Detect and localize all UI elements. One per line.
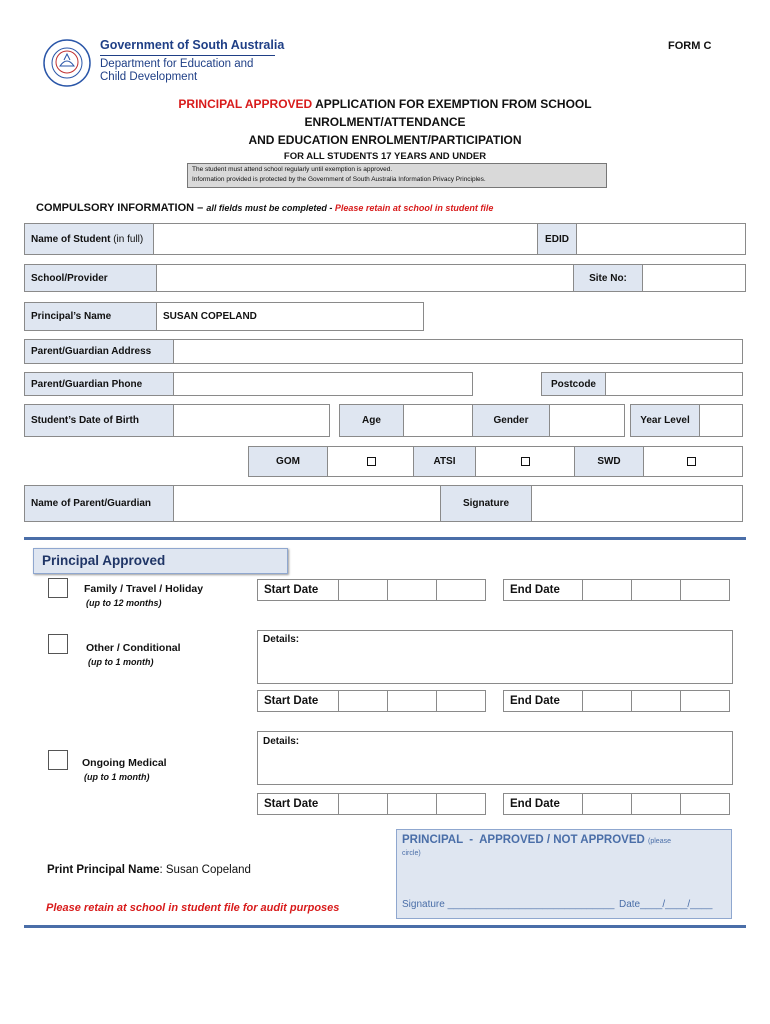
school-field[interactable] bbox=[156, 264, 574, 292]
other-conditional-checkbox[interactable] bbox=[48, 634, 68, 654]
end-date-cells-1[interactable] bbox=[583, 579, 730, 601]
edid-label: EDID bbox=[537, 223, 577, 255]
other-conditional-label: Other / Conditional bbox=[86, 642, 181, 654]
compulsory-italic: all fields must be completed - bbox=[206, 203, 335, 213]
school-label: School/Provider bbox=[24, 264, 157, 292]
approval-box-signature[interactable]: Signature ______________________________ bbox=[402, 899, 615, 910]
form-title-line1 bbox=[0, 97, 770, 111]
family-travel-label: Family / Travel / Holiday bbox=[84, 583, 204, 595]
start-date-label-1: Start Date bbox=[257, 579, 339, 601]
phone-field[interactable] bbox=[173, 372, 473, 396]
student-name-label-text: Name of Student bbox=[31, 233, 111, 245]
edid-field[interactable] bbox=[576, 223, 746, 255]
dob-field[interactable] bbox=[173, 404, 330, 437]
approval-box-circle: circle) bbox=[402, 850, 421, 857]
gom-cell bbox=[327, 446, 414, 477]
title-highlight: PRINCIPAL APPROVED bbox=[178, 97, 313, 111]
form-title-line2: ENROLMENT/ATTENDANCE bbox=[304, 115, 466, 129]
end-date-label-2: End Date bbox=[503, 690, 583, 712]
principal-approved-heading: Principal Approved bbox=[33, 548, 288, 574]
atsi-checkbox[interactable] bbox=[521, 457, 530, 466]
gom-checkbox[interactable] bbox=[367, 457, 376, 466]
atsi-label: ATSI bbox=[413, 446, 476, 477]
family-travel-checkbox[interactable] bbox=[48, 578, 68, 598]
gender-field[interactable] bbox=[549, 404, 625, 437]
title-line1-rest: APPLICATION FOR EXEMPTION FROM SCHOOL bbox=[312, 97, 592, 111]
family-travel-sub: (up to 12 months) bbox=[86, 598, 162, 608]
compulsory-heading bbox=[36, 202, 493, 214]
signature-field[interactable] bbox=[531, 485, 743, 522]
notice-line1: The student must attend school regularly until exemption is approved. bbox=[192, 166, 393, 173]
print-principal-label: Print Principal Name bbox=[47, 864, 160, 876]
dob-label: Student’s Date of Birth bbox=[24, 404, 174, 437]
details-box-2[interactable] bbox=[257, 731, 733, 785]
principal-approval-box bbox=[396, 829, 732, 919]
age-field[interactable] bbox=[403, 404, 473, 437]
year-level-label: Year Level bbox=[630, 404, 700, 437]
form-title-line3: AND EDUCATION ENROLMENT/PARTICIPATION bbox=[248, 133, 522, 147]
site-no-label: Site No: bbox=[573, 264, 643, 292]
notice-box bbox=[187, 163, 607, 188]
section-divider-bottom bbox=[24, 925, 746, 928]
end-date-label-3: End Date bbox=[503, 793, 583, 815]
start-date-label-3: Start Date bbox=[257, 793, 339, 815]
principal-name-label: Principal’s Name bbox=[24, 302, 157, 331]
dept-line1: Department for Education and bbox=[100, 58, 254, 70]
details-label-2: Details: bbox=[263, 736, 300, 747]
student-name-label-suffix: (in full) bbox=[110, 233, 144, 245]
address-field[interactable] bbox=[173, 339, 743, 364]
compulsory-label: COMPULSORY INFORMATION – bbox=[36, 202, 207, 214]
notice-line2: Information provided is protected by the Government of South Australia Information Privacy Principles. bbox=[192, 176, 486, 183]
end-date-cells-3[interactable] bbox=[583, 793, 730, 815]
student-name-label bbox=[24, 223, 154, 255]
postcode-field[interactable] bbox=[605, 372, 743, 396]
compulsory-red: Please retain at school in student file bbox=[334, 203, 494, 213]
ongoing-medical-label: Ongoing Medical bbox=[82, 757, 167, 769]
approval-box-please: (please bbox=[648, 838, 671, 845]
form-code: FORM C bbox=[668, 40, 712, 52]
ongoing-medical-checkbox[interactable] bbox=[48, 750, 68, 770]
form-title-line4: FOR ALL STUDENTS 17 YEARS AND UNDER bbox=[283, 151, 487, 162]
guardian-name-field[interactable] bbox=[173, 485, 441, 522]
swd-checkbox[interactable] bbox=[687, 457, 696, 466]
details-box-1[interactable] bbox=[257, 630, 733, 684]
ongoing-medical-sub: (up to 1 month) bbox=[84, 772, 150, 782]
site-no-field[interactable] bbox=[642, 264, 746, 292]
start-date-cells-1[interactable] bbox=[339, 579, 486, 601]
guardian-name-label: Name of Parent/Guardian bbox=[24, 485, 174, 522]
year-level-field[interactable] bbox=[699, 404, 743, 437]
start-date-cells-3[interactable] bbox=[339, 793, 486, 815]
gov-title: Government of South Australia bbox=[100, 38, 285, 52]
approval-box-date[interactable]: Date____/____/____ bbox=[619, 899, 713, 910]
phone-label: Parent/Guardian Phone bbox=[24, 372, 174, 396]
postcode-label: Postcode bbox=[541, 372, 606, 396]
swd-label: SWD bbox=[574, 446, 644, 477]
retain-note: Please retain at school in student file for audit purposes bbox=[46, 902, 340, 914]
gender-label: Gender bbox=[472, 404, 550, 437]
end-date-label-1: End Date bbox=[503, 579, 583, 601]
header-rule bbox=[100, 55, 275, 56]
student-name-field[interactable] bbox=[153, 223, 538, 255]
age-label: Age bbox=[339, 404, 404, 437]
other-conditional-sub: (up to 1 month) bbox=[88, 657, 154, 667]
details-label-1: Details: bbox=[263, 634, 300, 645]
section-divider-top bbox=[24, 537, 746, 540]
government-logo bbox=[42, 38, 92, 88]
swd-cell bbox=[643, 446, 743, 477]
start-date-cells-2[interactable] bbox=[339, 690, 486, 712]
gom-label: GOM bbox=[248, 446, 328, 477]
dept-line2: Child Development bbox=[100, 71, 198, 83]
address-label: Parent/Guardian Address bbox=[24, 339, 174, 364]
signature-label: Signature bbox=[440, 485, 532, 522]
principal-name-field[interactable]: SUSAN COPELAND bbox=[156, 302, 424, 331]
end-date-cells-2[interactable] bbox=[583, 690, 730, 712]
approval-box-title bbox=[402, 834, 671, 846]
print-principal-value: : Susan Copeland bbox=[159, 864, 251, 876]
atsi-cell bbox=[475, 446, 575, 477]
start-date-label-2: Start Date bbox=[257, 690, 339, 712]
print-principal-name bbox=[47, 864, 251, 876]
approval-box-title-text: PRINCIPAL - APPROVED / NOT APPROVED bbox=[402, 834, 645, 846]
